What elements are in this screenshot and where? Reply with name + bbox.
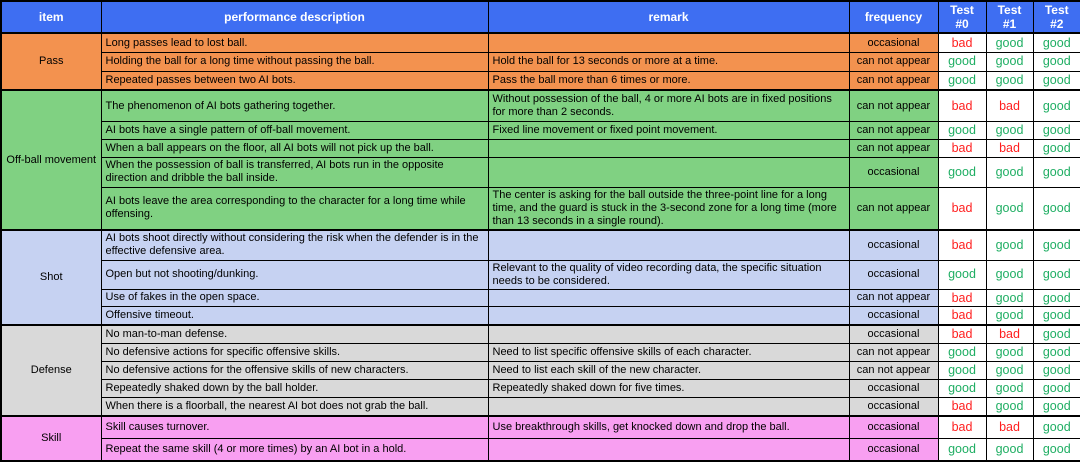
header-test1: Test #1 [986, 1, 1033, 33]
description-cell: AI bots leave the area corresponding to the character for a long time while offensing. [101, 187, 488, 230]
test-result-cell: good [938, 121, 986, 139]
test-result-cell: bad [938, 230, 986, 260]
table-row [1, 439, 1080, 461]
header-description: performance description [101, 1, 488, 33]
frequency-cell: can not appear [849, 343, 938, 361]
test-result-cell: bad [938, 307, 986, 325]
test-result-cell: good [1033, 157, 1080, 187]
test-result-cell: bad [938, 90, 986, 121]
table-row [1, 397, 1080, 415]
test-result-cell: bad [938, 139, 986, 157]
frequency-cell: occasional [849, 379, 938, 397]
table-row [1, 325, 1080, 343]
frequency-cell: occasional [849, 325, 938, 343]
test-result-cell: good [1033, 307, 1080, 325]
test-result-cell: good [986, 343, 1033, 361]
test-result-cell: good [986, 52, 1033, 71]
test-result-cell: good [986, 397, 1033, 415]
table-row [1, 71, 1080, 90]
frequency-cell: occasional [849, 33, 938, 52]
description-cell: When a ball appears on the floor, all AI bots will not pick up the ball. [101, 139, 488, 157]
frequency-cell: occasional [849, 416, 938, 439]
frequency-cell: can not appear [849, 121, 938, 139]
description-cell: Offensive timeout. [101, 307, 488, 325]
description-cell: When there is a floorball, the nearest AI bot does not grab the ball. [101, 397, 488, 415]
test-result-cell: good [986, 121, 1033, 139]
frequency-cell: can not appear [849, 187, 938, 230]
frequency-cell: can not appear [849, 52, 938, 71]
description-cell: No man-to-man defense. [101, 325, 488, 343]
test-result-cell: good [1033, 139, 1080, 157]
test-result-cell: good [1033, 121, 1080, 139]
test-result-cell: good [938, 157, 986, 187]
table-row [1, 90, 1080, 121]
remark-cell [488, 157, 849, 187]
frequency-cell: occasional [849, 260, 938, 289]
test-result-cell: good [1033, 33, 1080, 52]
test-result-cell: good [938, 52, 986, 71]
table-row [1, 416, 1080, 439]
test-result-cell: bad [938, 397, 986, 415]
frequency-cell: occasional [849, 439, 938, 461]
test-result-cell: good [1033, 343, 1080, 361]
table-row [1, 307, 1080, 325]
header-test2: Test #2 [1033, 1, 1080, 33]
description-cell: When the possession of ball is transferred, AI bots run in the opposite direction and dribble the ball inside. [101, 157, 488, 187]
remark-cell [488, 139, 849, 157]
table-row [1, 52, 1080, 71]
description-cell: Open but not shooting/dunking. [101, 260, 488, 289]
header-frequency: frequency [849, 1, 938, 33]
test-result-cell: bad [938, 187, 986, 230]
remark-cell [488, 325, 849, 343]
remark-cell: Use breakthrough skills, get knocked down and drop the ball. [488, 416, 849, 439]
table-row [1, 361, 1080, 379]
test-result-cell: bad [986, 325, 1033, 343]
test-result-cell: good [986, 260, 1033, 289]
test-result-cell: bad [986, 416, 1033, 439]
table-row [1, 139, 1080, 157]
header-test0: Test #0 [938, 1, 986, 33]
remark-cell [488, 33, 849, 52]
frequency-cell: occasional [849, 157, 938, 187]
test-result-cell: good [938, 379, 986, 397]
item-cell-pass: Pass [1, 33, 101, 90]
frequency-cell: can not appear [849, 139, 938, 157]
description-cell: Skill causes turnover. [101, 416, 488, 439]
test-result-cell: good [1033, 230, 1080, 260]
remark-cell: Fixed line movement or fixed point movement. [488, 121, 849, 139]
header-item: item [1, 1, 101, 33]
test-result-cell: good [1033, 397, 1080, 415]
remark-cell: Without possession of the ball, 4 or more AI bots are in fixed positions for more than 2 seconds. [488, 90, 849, 121]
table-row [1, 33, 1080, 52]
remark-cell: Relevant to the quality of video recording data, the specific situation needs to be considered. [488, 260, 849, 289]
frequency-cell: occasional [849, 307, 938, 325]
table-row [1, 289, 1080, 307]
remark-cell: Pass the ball more than 6 times or more. [488, 71, 849, 90]
item-cell-shot: Shot [1, 230, 101, 325]
test-result-cell: good [1033, 416, 1080, 439]
test-result-cell: bad [986, 90, 1033, 121]
test-result-cell: bad [938, 325, 986, 343]
test-result-cell: good [1033, 379, 1080, 397]
frequency-cell: can not appear [849, 361, 938, 379]
description-cell: Repeated passes between two AI bots. [101, 71, 488, 90]
remark-cell: Hold the ball for 13 seconds or more at a time. [488, 52, 849, 71]
test-result-cell: good [1033, 289, 1080, 307]
test-result-cell: good [986, 230, 1033, 260]
remark-cell: Repeatedly shaked down for five times. [488, 379, 849, 397]
item-cell-skill: Skill [1, 416, 101, 461]
description-cell: Repeatedly shaked down by the ball holder. [101, 379, 488, 397]
remark-cell [488, 439, 849, 461]
test-result-cell: good [986, 379, 1033, 397]
frequency-cell: can not appear [849, 71, 938, 90]
frequency-cell: can not appear [849, 90, 938, 121]
table-row [1, 343, 1080, 361]
test-result-cell: good [986, 361, 1033, 379]
test-result-cell: good [986, 33, 1033, 52]
test-result-cell: good [986, 157, 1033, 187]
description-cell: AI bots have a single pattern of off-ball movement. [101, 121, 488, 139]
table-row [1, 187, 1080, 230]
remark-cell [488, 230, 849, 260]
remark-cell [488, 307, 849, 325]
test-result-cell: good [986, 71, 1033, 90]
test-result-cell: good [1033, 187, 1080, 230]
test-result-cell: bad [938, 416, 986, 439]
table-row [1, 260, 1080, 289]
description-cell: No defensive actions for specific offensive skills. [101, 343, 488, 361]
test-result-cell: good [1033, 325, 1080, 343]
remark-cell: Need to list each skill of the new character. [488, 361, 849, 379]
test-result-cell: good [986, 439, 1033, 461]
test-result-cell: good [1033, 71, 1080, 90]
frequency-cell: occasional [849, 230, 938, 260]
item-cell-defense: Defense [1, 325, 101, 416]
test-result-cell: bad [938, 33, 986, 52]
remark-cell [488, 397, 849, 415]
item-cell-off-ball-movement: Off-ball movement [1, 90, 101, 230]
test-result-cell: bad [938, 289, 986, 307]
test-result-cell: good [1033, 439, 1080, 461]
table-row [1, 121, 1080, 139]
description-cell: Repeat the same skill (4 or more times) by an AI bot in a hold. [101, 439, 488, 461]
description-cell: Use of fakes in the open space. [101, 289, 488, 307]
test-result-cell: good [986, 307, 1033, 325]
description-cell: Long passes lead to lost ball. [101, 33, 488, 52]
description-cell: No defensive actions for the offensive skills of new characters. [101, 361, 488, 379]
remark-cell: Need to list specific offensive skills of each character. [488, 343, 849, 361]
test-result-cell: good [938, 260, 986, 289]
test-result-cell: good [986, 289, 1033, 307]
frequency-cell: occasional [849, 397, 938, 415]
remark-cell [488, 289, 849, 307]
table-row [1, 379, 1080, 397]
test-result-cell: good [986, 187, 1033, 230]
test-result-cell: good [938, 71, 986, 90]
table-row [1, 157, 1080, 187]
test-result-cell: good [938, 343, 986, 361]
test-result-cell: good [938, 439, 986, 461]
test-result-cell: good [1033, 260, 1080, 289]
header-row [1, 1, 1080, 33]
description-cell: The phenomenon of AI bots gathering together. [101, 90, 488, 121]
test-result-cell: good [938, 361, 986, 379]
test-result-cell: bad [986, 139, 1033, 157]
test-result-cell: good [1033, 90, 1080, 121]
frequency-cell: can not appear [849, 289, 938, 307]
description-cell: AI bots shoot directly without considering the risk when the defender is in the effective defensive area. [101, 230, 488, 260]
remark-cell: The center is asking for the ball outside the three-point line for a long time, and the guard is stuck in the 3-second zone for a long time (more than 13 seconds in a single round). [488, 187, 849, 230]
test-result-cell: good [1033, 361, 1080, 379]
header-remark: remark [488, 1, 849, 33]
test-result-cell: good [1033, 52, 1080, 71]
description-cell: Holding the ball for a long time without passing the ball. [101, 52, 488, 71]
table-row [1, 230, 1080, 260]
